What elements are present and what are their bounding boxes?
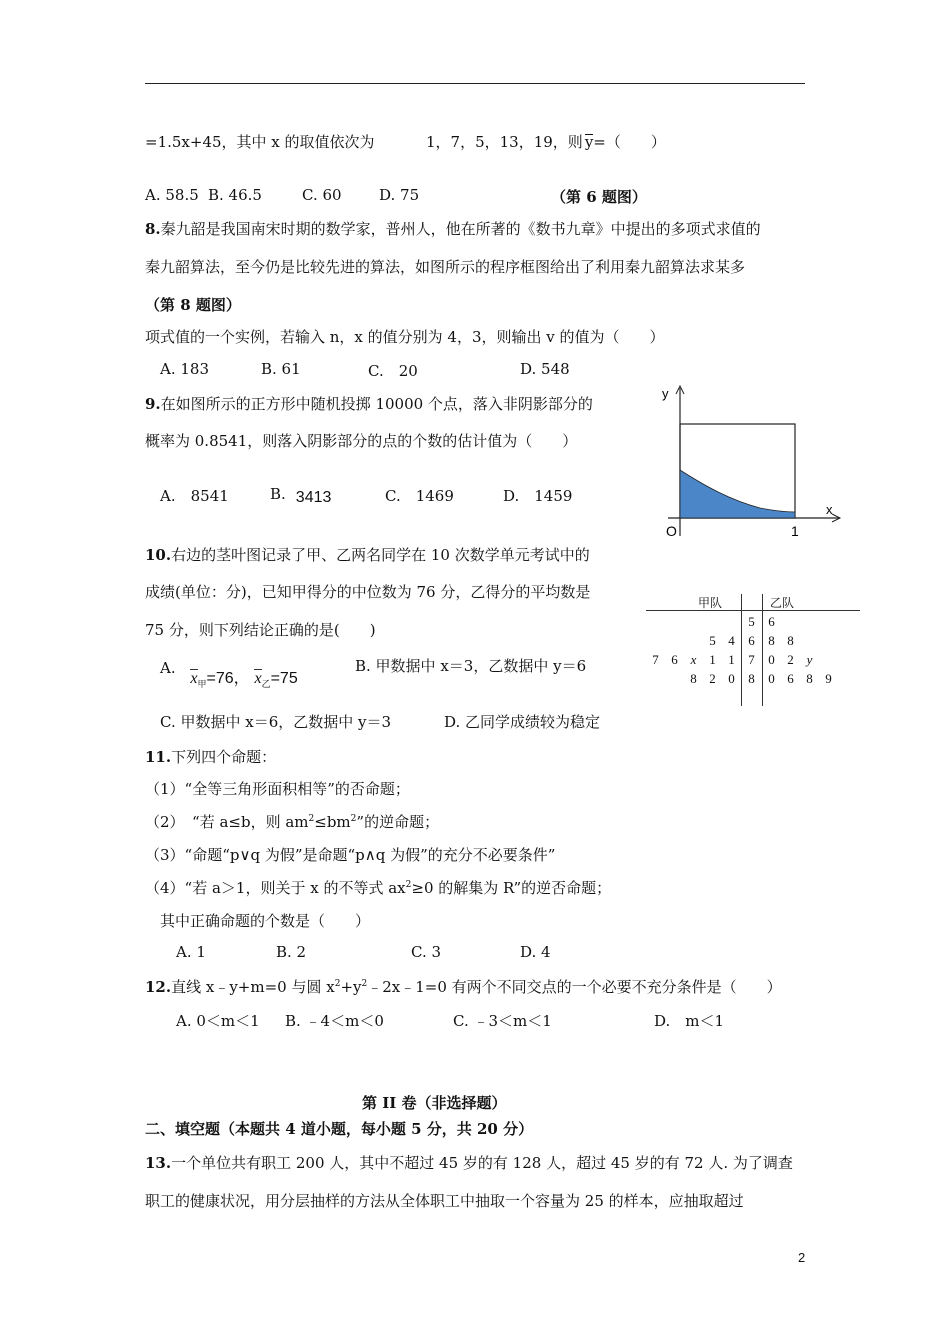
header-rule [145,83,805,84]
y-label: y [662,386,669,401]
right-leaf: y [806,651,813,667]
q10-option-a: A. $x_甲=76$， $x_乙=75$ [160,659,298,690]
q7-option-d: D. 75 [379,186,420,204]
q10-line1: 10.右边的茎叶图记录了甲、乙两名同学在 10 次数学单元考试中的 [145,546,590,564]
q11-proposition-2: （2） “若 a≤b，则 $am^2\le bm^2$”的逆命题； [145,813,440,831]
figure6-caption: （第 6 题图） [551,188,647,206]
x-label: x [826,502,833,517]
q11-proposition-4: （4）“若 a＞1，则关于 x 的不等式 $ax^2\ge 0$ 的解集为 R”的逆否命题； [145,879,612,897]
q13-line2: 职工的健康状况，用分层抽样的方法从全体职工中抽取一个容量为 25 的样本，应抽取超过 [145,1192,744,1210]
q8-line1: 8.秦九韶是我国南宋时期的数学家，普州人，他在所著的《数书九章》中提出的多项式求值的 [145,220,761,238]
left-leaf [665,669,684,688]
q8-option-d: D. 548 [520,360,570,378]
stem-leaf-row [646,631,838,650]
right-team-header: 乙队 [770,596,795,610]
right-leaf: 0 [768,651,775,667]
left-leaf: 8 [690,670,697,686]
left-leaf [646,631,665,650]
right-leaf [819,612,838,631]
q7-option-a: A. 58.5 [145,186,199,204]
q12-option-b: B. ﹣4＜m＜0 [285,1012,384,1030]
q11-title: 11.下列四个命题： [145,748,277,766]
left-leaf [722,612,741,631]
q11-option-a: A. 1 [176,943,206,961]
one-label: 1 [791,523,799,539]
q11-option-d: D. 4 [520,943,551,961]
stem-value: 7 [748,651,755,667]
left-leaf: 4 [728,632,735,648]
stem-leaf-row [646,650,838,669]
q11-option-b: B. 2 [276,943,307,961]
stem-leaf-row [646,669,838,688]
q7-values: 1，7，5，13，19，则 y=（ ） [426,133,666,151]
left-leaf: 5 [709,632,716,648]
q10-line3: 75 分，则下列结论正确的是( ) [145,621,376,639]
left-leaf [646,612,665,631]
stem-value: 8 [748,670,755,686]
q7-option-c: C. 60 [302,186,342,204]
stem-value: 5 [748,613,755,629]
shaded-region [680,470,795,518]
q10-line2: 成绩(单位：分)，已知甲得分的中位数为 76 分，乙得分的平均数是 [145,583,591,601]
left-leaf [665,631,684,650]
page-number: 2 [798,1250,806,1265]
q10-option-b: B. 甲数据中 x＝3，乙数据中 y＝6 [355,657,587,675]
q9-option-d: D. 1459 [503,487,573,505]
q9-square-graph [650,378,850,548]
left-leaf: 1 [709,651,716,667]
q13-line1: 13.一个单位共有职工 200 人，其中不超过 45 岁的有 128 人，超过 45 岁的有 72 人. 为了调查 [145,1154,793,1172]
left-leaf [684,612,703,631]
q8-option-c: C. 20 [368,362,418,380]
q12-option-a: A. 0＜m＜1 [176,1012,260,1030]
q9-line2: 概率为 0.8541，则落入阴影部分的点的个数的估计值为（ ） [145,432,578,450]
origin-label: O [666,523,677,539]
right-leaf: 2 [787,651,794,667]
q7-option-b: B. 46.5 [208,186,262,204]
left-leaf: 6 [671,651,678,667]
q9-option-b: B. 3413 [270,485,332,506]
q8-option-b: B. 61 [261,360,301,378]
right-leaf [781,612,800,631]
q8-line2: 秦九韶算法，至今仍是比较先进的算法，如图所示的程序框图给出了利用秦九韶算法求某多 [145,258,746,276]
left-leaf [646,669,665,688]
q8-line3: 项式值的一个实例，若输入 n，x 的值分别为 4，3，则输出 v 的值为（ ） [145,328,665,346]
left-leaf [703,612,722,631]
q11-proposition-3: （3）“命题“p∨q 为假”是命题“p∧q 为假”的充分不必要条件” [145,846,556,864]
q9-line1: 9.在如图所示的正方形中随机投掷 10000 个点，落入非阴影部分的 [145,395,593,413]
left-leaf: 2 [709,670,716,686]
right-leaf: 8 [787,632,794,648]
q11-question: 其中正确命题的个数是（ ） [160,912,371,930]
left-leaf: 0 [728,670,735,686]
left-leaf: 1 [728,651,735,667]
stem-leaf-row [646,612,838,631]
right-leaf: 6 [768,613,775,629]
left-leaf: 7 [652,651,659,667]
right-leaf [800,612,819,631]
right-leaf [819,631,838,650]
q10-option-c: C. 甲数据中 x＝6，乙数据中 y＝3 [160,713,392,731]
q11-proposition-1: （1）“全等三角形面积相等”的否命题； [145,780,410,798]
section-title-fill-in: 二、填空题（本题共 4 道小题，每小题 5 分，共 20 分） [145,1120,534,1138]
stem-leaf-plot [646,594,860,686]
right-leaf [800,631,819,650]
right-leaf: 9 [825,670,832,686]
right-leaf [819,650,838,669]
q7-line: =1.5x+45，其中 x 的取值依次为 [145,133,375,151]
q12-option-c: C. ﹣3＜m＜1 [453,1012,552,1030]
q9-option-c: C. 1469 [385,487,454,505]
q8-option-a: A. 183 [160,360,209,378]
left-team-header: 甲队 [698,596,723,610]
q12-stem: 12.直线 x﹣y+m=0 与圆 $x^2+y^2﹣2x﹣1=0$ 有两个不同交点的一个必要不充分条件是（ ） [145,978,782,996]
stem-value: 6 [748,632,755,648]
left-leaf [684,631,703,650]
right-leaf: 0 [768,670,775,686]
q12-option-d: D. m＜1 [654,1012,725,1030]
right-leaf: 8 [806,670,813,686]
part2-title: 第 II 卷（非选择题） [362,1094,507,1112]
stem-leaf-table [646,612,838,688]
right-leaf: 8 [768,632,775,648]
left-leaf: x [690,651,697,667]
q9-option-a: A. 8541 [160,487,229,505]
right-leaf: 6 [787,670,794,686]
q10-option-d: D. 乙同学成绩较为稳定 [444,713,601,731]
q11-option-c: C. 3 [411,943,442,961]
figure8-caption: （第 8 题图） [145,296,241,314]
left-leaf [665,612,684,631]
